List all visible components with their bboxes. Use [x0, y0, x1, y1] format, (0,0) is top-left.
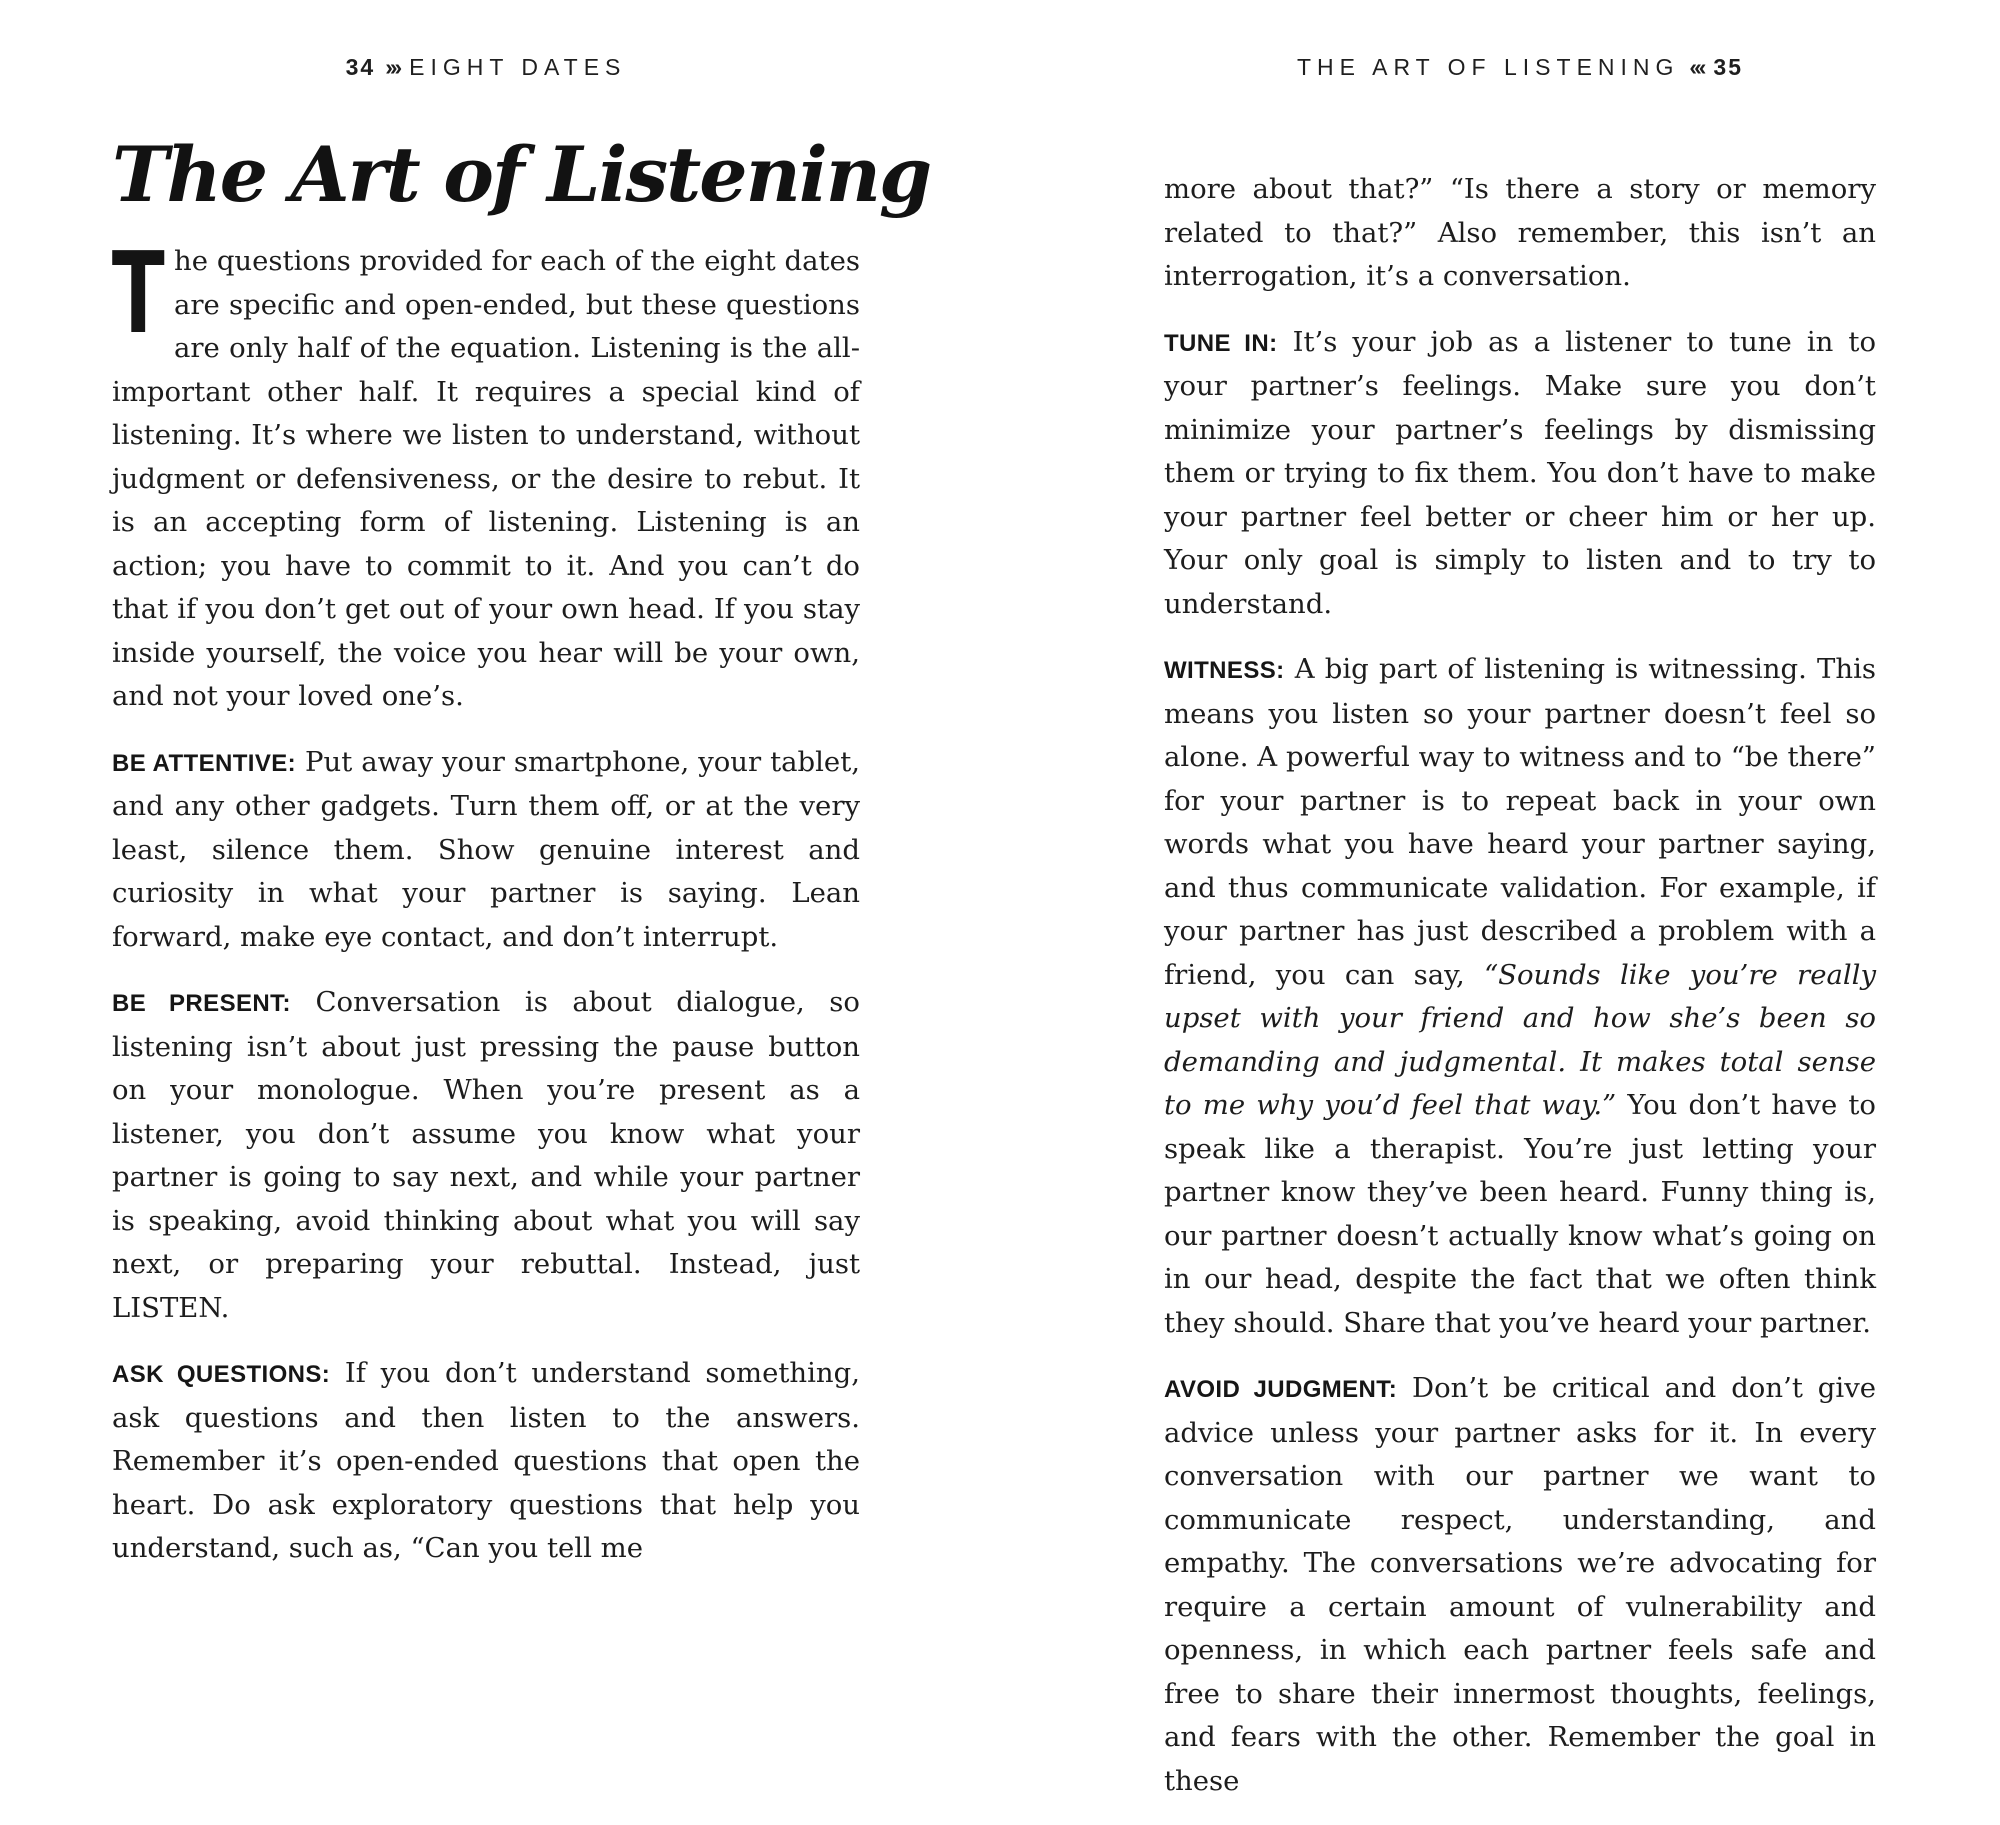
paragraph-be-attentive	[112, 741, 860, 960]
chapter-title-running-head: THE ART OF LISTENING	[1296, 54, 1680, 80]
text-ask-questions: If you don’t understand something, ask questions and then listen to the answers. Remember it’s open-ended questions that open the heart. Do ask exploratory questions that help you understand, such as, “Can you tell me	[112, 1357, 860, 1564]
text-witness-before: A big part of listening is witnessing. This means you listen so your partner doesn’t feel so alone. A powerful way to witness and to “be there” for your partner is to repeat back in your own words what you have heard your partner saying, and thus communicate validation. For example, if your partner has just described a problem with a friend, you can say,	[1164, 653, 1876, 991]
paragraph-avoid-judgment	[1164, 1367, 1876, 1803]
lead-be-present: BE PRESENT:	[112, 990, 291, 1017]
intro-paragraph	[112, 226, 860, 719]
paragraph-ask-questions	[112, 1352, 860, 1571]
book-title-running-head: EIGHT DATES	[409, 54, 627, 80]
text-witness-after: You don’t have to speak like a therapist. You’re just letting your partner know they’ve been heard. Funny thing is, our partner doesn’t actually know what’s going on in our head, despite the fact that we often think they should. Share that you’ve heard your partner.	[1164, 1089, 1876, 1339]
text-be-attentive: Put away your smartphone, your tablet, and any other gadgets. Turn them off, or at the very least, silence them. Show genuine interest and curiosity in what your partner is saying. Lean forward, make eye contact, and don’t interrupt.	[112, 745, 860, 953]
page-left-column	[112, 124, 931, 1593]
lead-witness: WITNESS:	[1164, 657, 1285, 684]
triple-chevron-left-icon: ‹‹‹	[1689, 54, 1704, 80]
text-avoid-judgment: Don’t be critical and don’t give advice unless your partner asks for it. In every conversation with our partner we want to communicate respect, understanding, and empathy. The conversations we’re advocating for require a certain amount of vulnerability and openness, in which each partner feels safe and free to share their innermost thoughts, feelings, and fears with the other. Remember the goal in these	[1164, 1372, 1877, 1797]
chapter-title-script: The Art of Listening	[112, 130, 931, 219]
running-head-right	[1164, 54, 1876, 81]
lead-tune-in: TUNE IN:	[1164, 329, 1278, 357]
intro-text: he questions provided for each of the eight dates are specific and open-ended, but these questions are only half of the equation. Listening is the all-important other half. It requires a special kind of listening. It’s where we listen to understand, without judgment or defensiveness, or the desire to rebut. It is an accepting form of listening. Listening is an action; you have to commit to it. And you can’t do that if you don’t get out of your own head. If you stay inside yourself, the voice you hear will be your own, and not your loved one’s.	[112, 245, 860, 712]
text-witness-quote: “Sounds like you’re really upset with your friend and how she’s been so demanding and judgmental. It makes total sense to me why you’d feel that way.”	[1164, 958, 1876, 1121]
lead-avoid-judgment: AVOID JUDGMENT:	[1164, 1376, 1398, 1403]
continuation-paragraph: more about that?” “Is there a story or memory related to that?” Also remember, this isn’t an interrogation, it’s a conversation.	[1164, 173, 1876, 292]
lead-be-attentive: BE ATTENTIVE:	[112, 749, 297, 777]
drop-cap: T	[112, 226, 165, 356]
page-number-right: 35	[1713, 54, 1743, 80]
paragraph-witness	[1164, 648, 1876, 1345]
paragraph-be-present	[112, 981, 860, 1330]
text-be-present: Conversation is about dialogue, so listening isn’t about just pressing the pause button on your monologue. When you’re present as a listener, you don’t assume you know what your partner is going to say next, and while your partner is speaking, avoid thinking about what you will say next, or preparing your rebuttal. Instead, just LISTEN.	[112, 986, 860, 1324]
paragraph-tune-in	[1164, 321, 1876, 627]
page-right-column	[1164, 168, 1876, 1825]
page-number-left: 34	[345, 54, 376, 80]
text-tune-in: It’s your job as a listener to tune in to your partner’s feelings. Make sure you don’t minimize your partner’s feelings by dismissing them or trying to fix them. You don’t have to make your partner feel better or cheer him or her up. Your only goal is simply to listen and to try to understand.	[1164, 325, 1876, 620]
triple-chevron-right-icon: ›››	[385, 54, 400, 80]
lead-ask-questions: ASK QUESTIONS:	[112, 1361, 331, 1388]
running-head-left	[112, 54, 860, 81]
